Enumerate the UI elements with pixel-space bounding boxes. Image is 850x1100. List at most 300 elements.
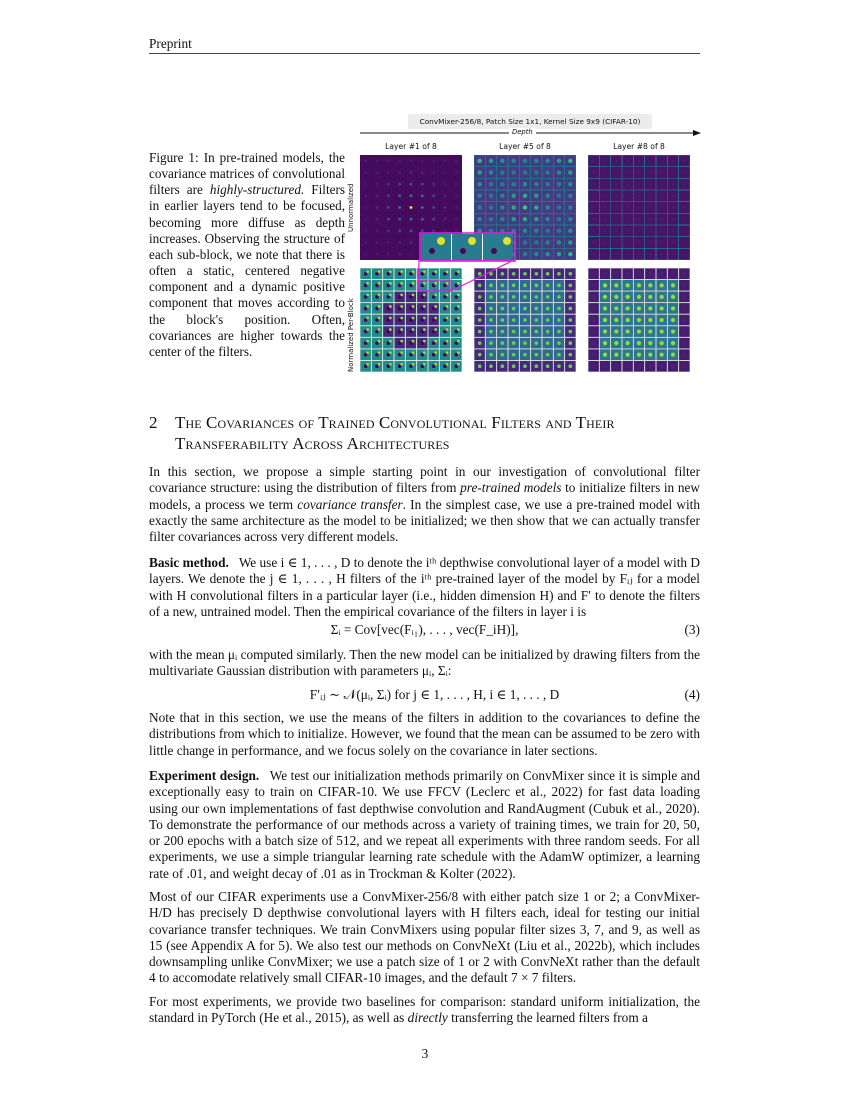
equation-3-body: Σᵢ = Cov[vec(Fᵢ₁), . . . , vec(F_iH)], (330, 622, 519, 637)
heatmap-spot (603, 318, 607, 322)
section-title-line-1: The Covariances of Trained Convolutional Filters and Their (175, 413, 615, 432)
figure-caption (149, 150, 345, 360)
heatmap-spot (557, 240, 561, 244)
heatmap-spot (432, 194, 435, 197)
row-label-unnormalized: Unnormalized (347, 183, 355, 232)
heatmap-spot (638, 195, 640, 197)
heatmap-spot (638, 207, 640, 209)
heatmap-spot (432, 206, 435, 209)
heatmap-spot (512, 364, 516, 368)
heatmap-spot (557, 330, 561, 334)
heatmap-spot (455, 194, 458, 197)
caption-text-b: Filters in earlier layers tend to be focused, becoming more diffuse as depth increases. Observing the structure of each sub-block, we note that there is often a static, centered negative component and a dynamic positive component that moves according to the block's position. Often, covariances are higher towards the center of the filters. (149, 182, 346, 359)
inset-negative-spot (429, 248, 435, 254)
heatmap-spot (366, 363, 369, 366)
heatmap-spot (592, 353, 596, 357)
paragraph-after-eq3: with the mean μᵢ computed similarly. Then the new model can be initialized by drawing filters from the multivariate Gaussian distribution with parameters μᵢ, Σᵢ: (149, 647, 700, 679)
heatmap-spot (661, 195, 663, 197)
heatmap-spot (672, 242, 674, 244)
heatmap-spot (535, 272, 539, 276)
heatmap-spot (568, 217, 572, 221)
heatmap-spot (400, 328, 403, 331)
heatmap-spot (604, 195, 606, 197)
heatmap-spot (434, 363, 437, 366)
column-label-layer-1: Layer #1 of 8 (385, 142, 437, 151)
heatmap-spot (557, 307, 561, 311)
heatmap-spot (410, 159, 413, 162)
heatmap-spot (557, 159, 561, 163)
heatmap-spot (615, 172, 617, 174)
heatmap-spot (489, 341, 493, 345)
heatmap-spot (446, 317, 449, 320)
heatmap-spot (627, 207, 629, 209)
heatmap-spot (489, 205, 493, 209)
inset-positive-spot (437, 237, 445, 245)
heatmap-spot (569, 318, 573, 322)
heatmap-spot (432, 171, 435, 174)
heatmap-spot (593, 195, 595, 197)
heatmap-spot (649, 242, 651, 244)
heatmap-spot (410, 171, 413, 174)
heatmap-spot (444, 218, 447, 221)
heatmap-spot (592, 283, 596, 287)
heatmap-spot (421, 206, 424, 209)
heatmap-spot (364, 183, 367, 186)
heatmap-spot (626, 318, 630, 322)
heatmap-spot (683, 172, 685, 174)
heatmap-spot (671, 329, 675, 333)
heatmap-spot (557, 284, 561, 288)
heatmap-spot (378, 317, 381, 320)
heatmap-spot (660, 306, 664, 310)
heatmap-spot (545, 205, 549, 209)
heatmap-spot (432, 159, 435, 162)
heatmap-spot (400, 351, 403, 354)
heatmap-spot (649, 160, 651, 162)
heatmap-spot (446, 340, 449, 343)
heatmap-spot (389, 328, 392, 331)
heatmap-spot (593, 230, 595, 232)
heatmap-spot (557, 229, 561, 233)
heatmap-spot (671, 364, 675, 368)
heatmap-spot (501, 353, 505, 357)
heatmap-spot (398, 171, 401, 174)
heatmap-spot (523, 318, 527, 322)
equation-3 (149, 622, 700, 640)
heatmap-spot (545, 229, 549, 233)
heatmap-spot (398, 218, 401, 221)
heatmap-spot (604, 242, 606, 244)
heatmap-spot (478, 330, 482, 334)
heatmap-spot (557, 364, 561, 368)
heatmap-spot (523, 217, 527, 221)
paragraph-cifar: Most of our CIFAR experiments use a ConvMixer-256/8 with either patch size 1 or 2; a ConvMixer-H/D has precisely D depthwise convolutional layers with H filters each, ideal for testing our initial covariance transfer techniques. We train ConvMixers using popular filter sizes 3, 7, and 9, as well as 15 (see Appendix A for 5). We also test our methods on ConvNeXt (Liu et al., 2022b), which includes downsampling unlike ConvMixer; we use a patch size of 1 or 2 with ConvNeXt rather than the default 4 to accomodate relatively small CIFAR-10 images, and the default 7 × 7 filters. (149, 889, 700, 986)
heatmap-spot (512, 330, 516, 334)
heatmap-spot (511, 170, 515, 174)
heatmap-spot (604, 172, 606, 174)
heatmap-spot (457, 328, 460, 331)
heatmap-spot (648, 353, 652, 357)
heatmap-spot (546, 272, 550, 276)
heatmap-spot (593, 253, 595, 255)
heatmap-spot (604, 207, 606, 209)
heatmap-spot (546, 284, 550, 288)
heatmap-spot (545, 194, 549, 198)
heatmap-spot (660, 329, 664, 333)
heatmap-spot (592, 295, 596, 299)
heatmap-spot (672, 253, 674, 255)
heatmap-spot (671, 295, 675, 299)
equation-4-number: (4) (684, 687, 700, 702)
heatmap-spot (545, 159, 549, 163)
heatmap-spot (614, 318, 618, 322)
heatmap-spot (649, 218, 651, 220)
heatmap-spot (546, 364, 550, 368)
paragraph-intro (149, 464, 700, 545)
heatmap-spot (364, 206, 367, 209)
heatmap-spot (387, 159, 390, 162)
heatmap-spot (446, 328, 449, 331)
heatmap-spot (557, 252, 561, 256)
heatmap-spot (627, 242, 629, 244)
heatmap-spot (446, 305, 449, 308)
heatmap-spot (500, 217, 504, 221)
heatmap-spot (457, 363, 460, 366)
heatmap-spot (512, 307, 516, 311)
heatmap-spot (535, 341, 539, 345)
heatmap-spot (434, 340, 437, 343)
heatmap-spot (534, 229, 538, 233)
heatmap-spot (412, 351, 415, 354)
heatmap-spot (457, 351, 460, 354)
heatmap-spot (660, 295, 664, 299)
heatmap-spot (534, 182, 538, 186)
heatmap-spot (661, 160, 663, 162)
heatmap-spot (489, 159, 493, 163)
heatmap-spot (457, 305, 460, 308)
experiment-design-text: We test our initialization methods primarily on ConvMixer since it is simple and exceptionally easy to train on CIFAR-10. We use FFCV (Leclerc et al., 2022) for fast data loading using our own implementations of fast depthwise convolution and RandAugment (Cubuk et al., 2020). To demonstrate the performance of our methods across a variety of training times, we train for 20, 50, or 200 epochs with a batch size of 512, and we repeat all experiments with three random seeds. For all experiments, we use a simple triangular learning rate schedule with the AdamW optimizer, a learning rate of .01, and weight decay of .01 as in Trockman & Kolter (2022). (149, 768, 700, 881)
heatmap-spot (364, 159, 367, 162)
heatmap-spot (682, 306, 686, 310)
heatmap-spot (477, 194, 481, 198)
paragraph-note: Note that in this section, we use the means of the filters in addition to the covariances to define the distributions from which to initialize. However, we found that the mean can be assumed to be zero with little change in performance, and we focus solely on the covariance in later sections. (149, 710, 700, 758)
heatmap-spot (446, 351, 449, 354)
heatmap-spot (366, 340, 369, 343)
heatmap-spot (489, 330, 493, 334)
heatmap-spot (489, 364, 493, 368)
heatmap-spot (366, 317, 369, 320)
heatmap-spot (534, 170, 538, 174)
heatmap-spot (535, 307, 539, 311)
heatmap-spot (637, 353, 641, 357)
heatmap-spot (477, 217, 481, 221)
heatmap-spot (615, 160, 617, 162)
heatmap-spot (546, 318, 550, 322)
heatmap-spot (400, 363, 403, 366)
heatmap-spot (412, 328, 415, 331)
heatmap-spot (512, 341, 516, 345)
heatmap-spot (661, 207, 663, 209)
heatmap-spot (615, 253, 617, 255)
intro-emphasis-1: pre-trained models (460, 480, 562, 496)
heatmap-spot (478, 353, 482, 357)
heatmap-spot (546, 330, 550, 334)
heatmap-spot (387, 206, 390, 209)
heatmap-spot (614, 272, 618, 276)
heatmap-spot (682, 364, 686, 368)
heatmap-spot (557, 295, 561, 299)
heatmap-spot (671, 318, 675, 322)
heatmap-spot (568, 240, 572, 244)
heatmap-spot (421, 159, 424, 162)
heatmap-spot (387, 194, 390, 197)
heatmap-spot (534, 159, 538, 163)
inset-negative-spot (460, 248, 466, 254)
heatmap-spot (444, 171, 447, 174)
heatmap-spot (649, 253, 651, 255)
heatmap-spot (378, 305, 381, 308)
heatmap-spot (568, 159, 572, 163)
paragraph-experiment-design (149, 768, 700, 882)
heatmap-spot (626, 272, 630, 276)
heatmap-spot (649, 183, 651, 185)
heatmap-spot (638, 183, 640, 185)
heatmap-spot (489, 217, 493, 221)
heatmap-spot (535, 330, 539, 334)
baselines-text-a: For most experiments, we provide two baselines for comparison: standard uniform initialization, the standard in PyTorch (He et al., 2015), as well as (149, 994, 700, 1026)
heatmap-spot (423, 363, 426, 366)
heatmap-spot (627, 160, 629, 162)
heatmap-spot (649, 230, 651, 232)
caption-label: Figure 1: (149, 150, 199, 165)
heatmap-spot (592, 272, 596, 276)
heatmap-spot (568, 170, 572, 174)
heatmap-spot (661, 183, 663, 185)
heatmap-spot (648, 306, 652, 310)
heatmap-spot (569, 330, 573, 334)
heatmap-spot (649, 207, 651, 209)
heatmap-spot (672, 183, 674, 185)
heatmap-spot (489, 194, 493, 198)
heatmap-spot (444, 194, 447, 197)
heatmap-spot (649, 172, 651, 174)
heatmap-spot (638, 242, 640, 244)
heatmap-spot (615, 218, 617, 220)
heatmap-spot (592, 318, 596, 322)
heatmap-spot (569, 272, 573, 276)
heatmap-spot (660, 318, 664, 322)
heatmap-spot (444, 183, 447, 186)
heatmap-spot (389, 363, 392, 366)
heatmap-spot (398, 194, 401, 197)
heatmap-spot (682, 295, 686, 299)
heatmap-spot (477, 182, 481, 186)
heatmap-spot (523, 159, 527, 163)
heatmap-spot (557, 341, 561, 345)
heatmap-spot (364, 171, 367, 174)
heatmap-spot (626, 306, 630, 310)
heatmap-spot (535, 353, 539, 357)
heatmap-spot (378, 351, 381, 354)
heatmap-spot (672, 230, 674, 232)
heatmap-spot (534, 217, 538, 221)
column-label-layer-5: Layer #5 of 8 (499, 142, 551, 151)
heatmap-spot (648, 283, 652, 287)
heatmap-spot (603, 341, 607, 345)
heatmap-spot (501, 341, 505, 345)
heatmap-spot (512, 353, 516, 357)
heatmap-spot (569, 295, 573, 299)
heatmap-spot (557, 272, 561, 276)
baselines-emphasis: directly (407, 1010, 448, 1026)
heatmap-spot (648, 341, 652, 345)
paragraph-baselines (149, 994, 700, 1027)
heatmap-spot (638, 172, 640, 174)
heatmap-spot (637, 272, 641, 276)
heatmap-spot (671, 306, 675, 310)
heatmap-spot (477, 205, 481, 209)
inset-block (421, 234, 451, 260)
heatmap-spot (660, 283, 664, 287)
heatmap-spot (660, 364, 664, 368)
heatmap-spot (535, 295, 539, 299)
heatmap-spot (523, 194, 527, 198)
heatmap-spot (378, 328, 381, 331)
section-number: 2 (149, 413, 158, 432)
heatmap-spot (637, 295, 641, 299)
depth-label: Depth (509, 128, 536, 136)
heatmap-spot (604, 218, 606, 220)
heatmap-spot (421, 183, 424, 186)
heatmap-spot (615, 207, 617, 209)
figure-title: ConvMixer-256/8, Patch Size 1x1, Kernel Size 9x9 (CIFAR-10) (408, 114, 652, 129)
heatmap-spot (489, 353, 493, 357)
heatmap-spot (523, 170, 527, 174)
heatmap-spot (457, 340, 460, 343)
heatmap-spot (378, 363, 381, 366)
heatmap-spot (400, 317, 403, 320)
heatmap-spot (455, 206, 458, 209)
heatmap-spot (545, 182, 549, 186)
heatmap-spot (387, 171, 390, 174)
heatmap-spot (593, 242, 595, 244)
heatmap-spot (671, 353, 675, 357)
heatmap-spot (683, 230, 685, 232)
heatmap-spot (637, 306, 641, 310)
heatmap-spot (387, 218, 390, 221)
heatmap-spot (410, 206, 413, 209)
heatmap-spot (500, 194, 504, 198)
heatmap-spot (671, 272, 675, 276)
heatmap-spot (660, 341, 664, 345)
heatmap-spot (648, 272, 652, 276)
inset-block (452, 234, 482, 260)
heatmap-spot (364, 194, 367, 197)
heatmap-spot (511, 194, 515, 198)
heatmap-spot (603, 272, 607, 276)
heatmap-spot (366, 328, 369, 331)
heatmap-spot (626, 364, 630, 368)
heatmap-spot (376, 206, 379, 209)
heatmap-spot (389, 340, 392, 343)
heatmap-spot (569, 353, 573, 357)
heatmap-spot (455, 159, 458, 162)
heatmap-spot (523, 182, 527, 186)
caption-emphasis: highly-structured. (209, 182, 305, 198)
heatmap-spot (603, 295, 607, 299)
inset-connector (418, 260, 514, 291)
heatmap-spot (432, 183, 435, 186)
heatmap-spot (423, 340, 426, 343)
heatmap-spot (500, 205, 504, 209)
heatmap-spot (660, 353, 664, 357)
heatmap-spot (615, 195, 617, 197)
equation-4 (149, 687, 700, 705)
heatmap-unnormalized-layer-8 (588, 155, 690, 260)
heatmap-spot (523, 330, 527, 334)
heatmap-spot (376, 183, 379, 186)
heatmap-spot (614, 306, 618, 310)
baselines-text-b: transferring the learned filters from a (447, 1010, 648, 1026)
heatmap-spot (592, 364, 596, 368)
heatmap-spot (366, 351, 369, 354)
heatmap-spot (412, 305, 415, 308)
heatmap-spot (376, 194, 379, 197)
heatmap-spot (603, 364, 607, 368)
heatmap-spot (627, 218, 629, 220)
heatmap-spot (637, 341, 641, 345)
heatmap-spot (557, 182, 561, 186)
heatmap-spot (592, 306, 596, 310)
heatmap-spot (637, 283, 641, 287)
heatmap-spot (477, 170, 481, 174)
heatmap-spot (638, 160, 640, 162)
heatmap-spot (603, 283, 607, 287)
heatmap-spot (672, 160, 674, 162)
section-title (175, 412, 715, 454)
heatmap-spot (434, 328, 437, 331)
heatmap-spot (637, 318, 641, 322)
heatmap-spot (421, 194, 424, 197)
heatmap-spot (557, 194, 561, 198)
heatmap-spot (648, 318, 652, 322)
heatmap-spot (455, 218, 458, 221)
heatmap-spot (400, 305, 403, 308)
heatmap-spot (534, 252, 538, 256)
heatmap-spot (423, 305, 426, 308)
heatmap-spot (569, 307, 573, 311)
section-title-line-2: Transferability Across Architectures (175, 434, 450, 453)
heatmap-spot (376, 159, 379, 162)
heatmap-spot (478, 341, 482, 345)
heatmap-spot (546, 295, 550, 299)
heatmap-spot (615, 230, 617, 232)
heatmap-spot (682, 283, 686, 287)
heatmap-spot (682, 353, 686, 357)
intro-text-a: In this section, we propose a simple starting point in our investigation of convolutional filter covariance structure: using the distribution of filters from (149, 464, 700, 496)
heatmap-spot (614, 329, 618, 333)
inset-negative-spot (491, 248, 497, 254)
paragraph-basic-method (149, 555, 700, 620)
heatmap-spot (534, 240, 538, 244)
heatmap-spot (412, 363, 415, 366)
heatmap-spot (478, 364, 482, 368)
heatmap-spot (604, 230, 606, 232)
heatmap-spot (523, 307, 527, 311)
heatmap-spot (593, 207, 595, 209)
row-label-normalized: Normalized Per-Block (347, 298, 355, 372)
heatmap-spot (389, 317, 392, 320)
